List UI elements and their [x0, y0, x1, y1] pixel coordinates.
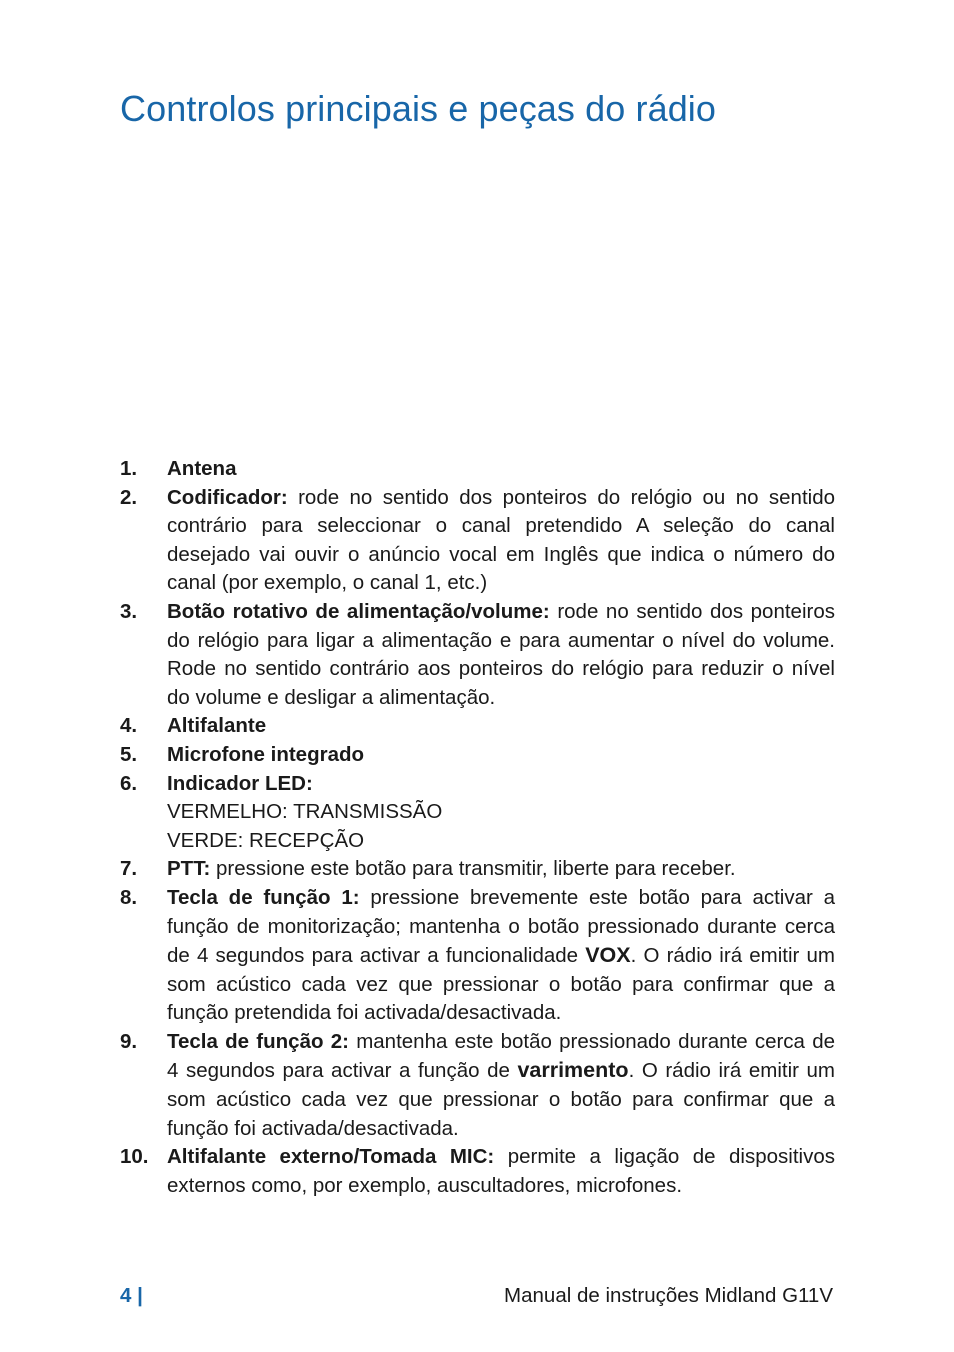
list-item [120, 712, 835, 741]
item-term: Antena [167, 457, 237, 480]
list-item [120, 855, 835, 884]
list-item [120, 484, 835, 598]
parts-list [120, 455, 835, 1200]
item-text: pressione este botão para transmitir, liberte para receber. [210, 857, 736, 881]
item-body [167, 855, 835, 884]
item-number: 2. [120, 485, 138, 509]
item-body [167, 770, 835, 856]
list-item [120, 1028, 835, 1143]
item-term: Microfone integrado [167, 742, 365, 766]
item-text: rode no sentido dos ponteiros do relógio para ligar a alimentação e para aumentar o nível do volume. Rode no sentido contrário aos ponteiros do relógio para reduzir o nível do volume e desligar a alimentação. [167, 599, 835, 709]
list-item [120, 1143, 835, 1200]
item-text: rode no sentido dos ponteiros do relógio ou no sentido contrário para seleccionar o canal pretendido A seleção do canal desejado vai ouvir o anúncio vocal em Inglês que indica o número do canal (por exemplo, o canal 1, etc.) [167, 485, 835, 595]
item-number: 4. [120, 714, 138, 738]
list-item [120, 741, 835, 770]
item-text: mantenha este botão pressionado durante cerca de 4 segundos para activar a função de [167, 1029, 835, 1083]
item-term: Indicador LED: [167, 771, 313, 795]
item-number: 5. [120, 742, 138, 766]
item-body [167, 598, 835, 712]
item-term: Tecla de função 1: [167, 885, 360, 909]
item-term: PTT: [167, 857, 211, 881]
item-number: 6. [120, 771, 138, 795]
item-body [167, 1028, 835, 1143]
list-item [120, 598, 835, 712]
item-term: Botão rotativo de alimentação/volume: [167, 599, 550, 623]
led-green-line: VERDE: RECEPÇÃO [167, 828, 365, 852]
led-red-line: VERMELHO: TRANSMISSÃO [167, 800, 443, 824]
item-number: 3. [120, 599, 138, 623]
page-number: 4 | [120, 1284, 143, 1307]
item-body [167, 455, 835, 484]
item-body [167, 712, 835, 741]
item-text: permite a ligação de dispositivos externos como, por exemplo, auscultadores, microfones. [167, 1145, 835, 1197]
item-body [167, 884, 835, 1028]
item-body [167, 484, 835, 598]
item-number: 10. [120, 1145, 149, 1169]
item-text-cont: . O rádio irá emitir um som acústico cada vez que pressionar o botão para confirmar que a função pretendida foi activada/desactivada. [167, 944, 835, 1025]
item-body [167, 741, 835, 770]
list-item [120, 770, 835, 856]
list-item [120, 455, 835, 484]
item-number: 9. [120, 1029, 138, 1053]
item-term: Codificador: [167, 485, 288, 509]
item-keyword: varrimento [517, 1058, 629, 1083]
item-number: 8. [120, 885, 138, 909]
item-text: pressione brevemente este botão para activar a função de monitorização; mantenha o botão pressionado durante cerca de 4 segundos para activar a funcionalidade [167, 885, 835, 968]
manual-title: Manual de instruções Midland G11V [504, 1284, 833, 1307]
item-term: Tecla de função 2: [167, 1029, 349, 1053]
page-title: Controlos principais e peças do rádio [120, 88, 717, 129]
item-term: Altifalante externo/Tomada MIC: [167, 1145, 495, 1169]
item-number: 7. [120, 857, 138, 881]
item-text-cont: . O rádio irá emitir um som acústico cada vez que pressionar o botão para confirmar que a função foi activada/desactivada. [167, 1059, 835, 1140]
item-term: Altifalante [167, 714, 267, 738]
item-body [167, 1143, 835, 1200]
item-keyword: VOX [585, 943, 631, 968]
list-item [120, 884, 835, 1028]
item-number: 1. [120, 457, 138, 480]
